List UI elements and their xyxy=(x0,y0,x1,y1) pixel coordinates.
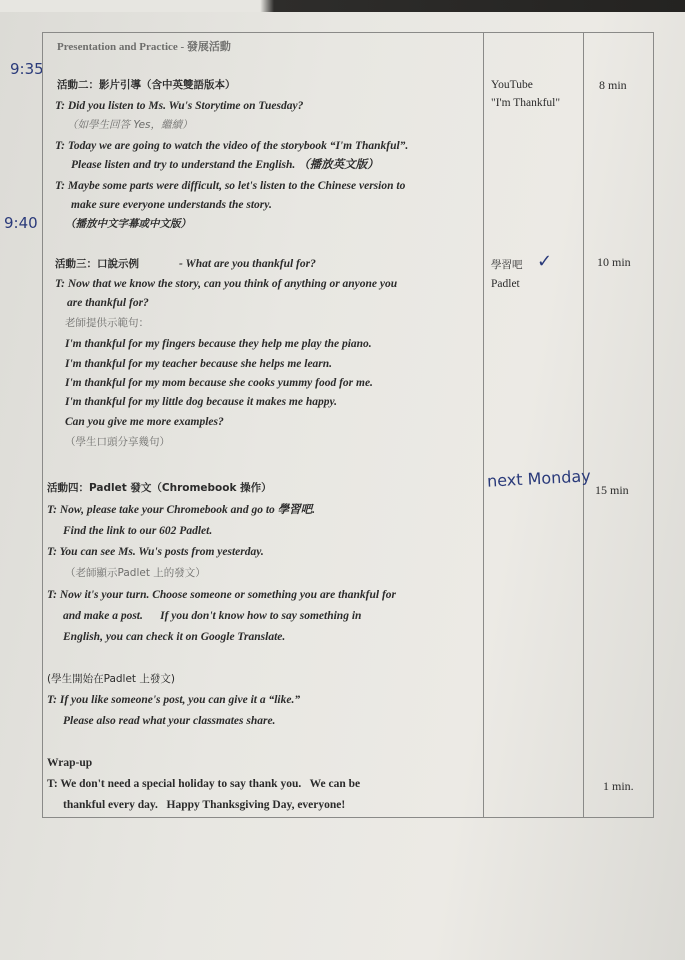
wrapup-line-2: thankful every day. Happy Thanksgiving Day, everyone! xyxy=(63,799,346,811)
activity3-line-5: I'm thankful for my teacher because she helps me learn. xyxy=(65,358,333,370)
activity3-line-7: I'm thankful for my little dog because it makes me happy. xyxy=(65,396,338,408)
handwritten-checkmark: ✓ xyxy=(537,251,553,272)
activity3-line-8: Can you give me more examples? xyxy=(65,416,224,428)
activity4-line-2: Find the link to our 602 Padlet. xyxy=(63,525,213,537)
activity3-title-cn: 活動三：口說示例 xyxy=(55,258,139,270)
wrapup-time: 1 min. xyxy=(603,779,634,793)
wrapup-title: Wrap-up xyxy=(47,757,93,769)
activity2-resource-title: "I'm Thankful" xyxy=(491,97,561,109)
activity4-line-4: （老師顯示Padlet 上的發文） xyxy=(65,567,206,579)
activity4-line-7: English, you can check it on Google Translate. xyxy=(63,631,286,643)
activity4-line-3: T: You can see Ms. Wu's posts from yesterday. xyxy=(47,546,264,558)
activity4-time: 15 min xyxy=(595,483,629,497)
activity2-line-1: T: Did you listen to Ms. Wu's Storytime on Tuesday? xyxy=(55,100,304,112)
activity3-line-9: （學生口頭分享幾句） xyxy=(65,436,170,448)
activity2-title: 活動二：影片引導（含中英雙語版本） xyxy=(57,79,236,91)
column-divider-2 xyxy=(583,33,584,817)
activity4-line-9: T: If you like someone's post, you can give it a “like.” xyxy=(47,694,301,706)
activity4-line-6: and make a post. If you don't know how to say something in xyxy=(63,610,362,622)
activity4-line-5: T: Now it's your turn. Choose someone or something you are thankful for xyxy=(47,589,396,601)
activity4-line-8: (學生開始在Padlet 上發文) xyxy=(47,673,175,685)
lesson-plan-table xyxy=(42,32,654,818)
activity3-line-1: T: Now that we know the story, can you think of anything or anyone you xyxy=(55,278,398,290)
handwritten-next-monday: next Monday xyxy=(486,466,592,491)
activity2-line-6: make sure everyone understands the story. xyxy=(71,199,272,211)
handwritten-time-935: 9:35 xyxy=(10,60,44,78)
handwritten-time-940: 9:40 xyxy=(4,214,38,232)
activity3-resource-padlet: Padlet xyxy=(491,278,520,290)
activity3-title-en: - What are you thankful for? xyxy=(179,258,316,270)
activity3-time: 10 min xyxy=(597,255,631,269)
activity3-line-4: I'm thankful for my fingers because they help me play the piano. xyxy=(65,338,372,350)
activity2-line-7: （播放中文字幕或中文版） xyxy=(65,218,191,230)
activity3-line-3: 老師提供示範句： xyxy=(65,317,149,329)
wrapup-line-1: T: We don't need a special holiday to say thank you. We can be xyxy=(47,778,361,790)
section-header: Presentation and Practice - 發展活動 xyxy=(57,41,231,53)
activity2-line-5: T: Maybe some parts were difficult, so let's listen to the Chinese version to xyxy=(55,180,406,192)
activity3-line-2: are thankful for? xyxy=(67,297,149,309)
activity3-resource-xuexiba: 學習吧 xyxy=(491,259,523,271)
activity3-line-6: I'm thankful for my mom because she cooks yummy food for me. xyxy=(65,377,373,389)
activity4-line-1: T: Now, please take your Chromebook and go to 學習吧. xyxy=(47,504,316,516)
activity2-time: 8 min xyxy=(599,78,627,92)
activity2-line-3: T: Today we are going to watch the video of the storybook “I'm Thankful”. xyxy=(55,140,409,152)
activity4-title: 活動四：Padlet 發文（Chromebook 操作） xyxy=(47,482,272,494)
column-divider-1 xyxy=(483,33,484,817)
activity2-line-4: Please listen and try to understand the English. （播放英文版） xyxy=(71,159,379,171)
activity2-resource-youtube: YouTube xyxy=(491,79,533,91)
activity2-line-2: （如學生回答 Yes，繼續） xyxy=(67,119,193,131)
activity4-line-10: Please also read what your classmates share. xyxy=(63,715,276,727)
